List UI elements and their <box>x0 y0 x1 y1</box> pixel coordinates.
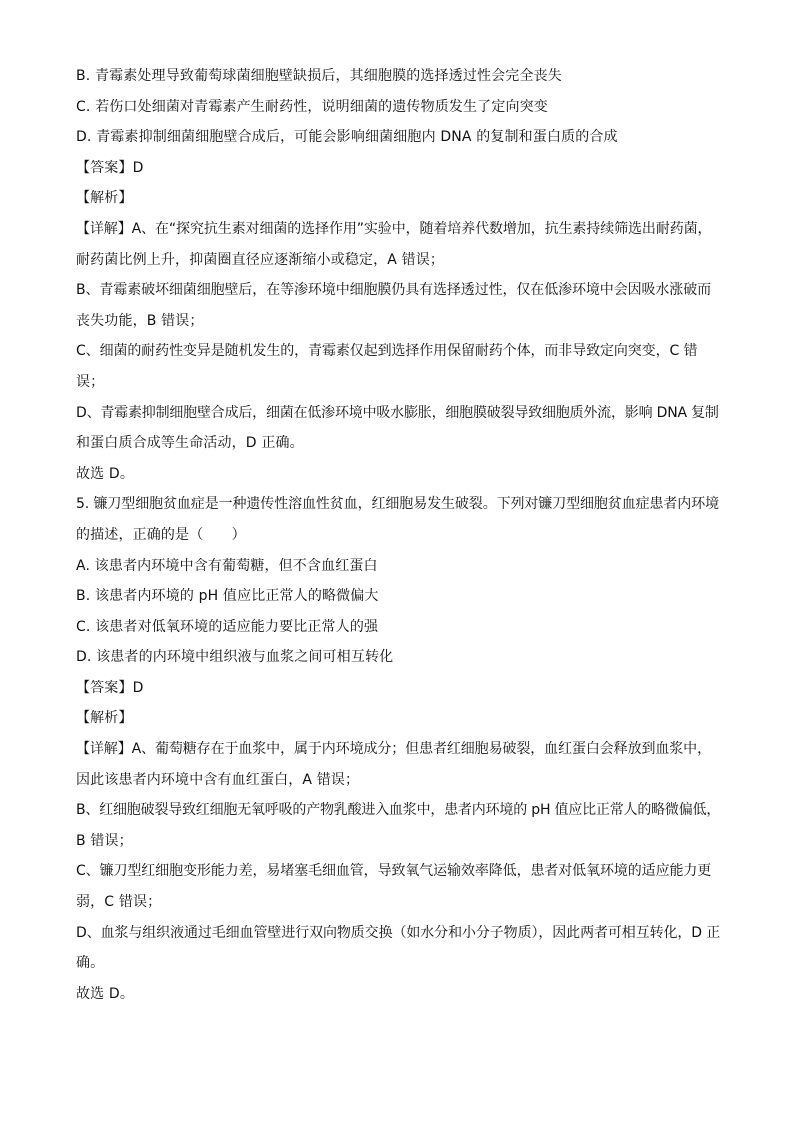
explanation-text: A、葡萄糖存在于血浆中，属于内环境成分；但患者红细胞易破裂，血红蛋白会释放到血浆中， <box>131 741 711 758</box>
q4-explanation-line <box>76 214 722 245</box>
q5-option-c: C. 该患者对低氧环境的适应能力要比正常人的强 <box>76 618 379 635</box>
answer-label: 【答案】 <box>76 159 133 176</box>
q4-option-b: B. 青霉素处理导致葡萄球菌细胞壁缺损后，其细胞膜的选择透过性会完全丧失 <box>76 68 562 84</box>
detail-label: 【详解】 <box>76 220 132 237</box>
q4-explanation-line: 耐药菌比例上升，抑菌圈直径应逐渐缩小或稳定，A 错误； <box>76 251 445 268</box>
answer-value: D <box>132 159 144 176</box>
q5-explanation-line: D、血浆与组织液通过毛细血管壁进行双向物质交换（如水分和小分子物质），因此两者可相互转化，D 正 <box>76 924 721 941</box>
q5-option-a: A. 该患者内环境中含有葡萄糖，但不含血红蛋白 <box>76 557 378 574</box>
q5-explanation-line: 因此该患者内环境中含有血红蛋白，A 错误； <box>76 771 360 788</box>
q5-explanation-line: B、红细胞破裂导致红细胞无氧呼吸的产物乳酸进入血浆中，患者内环境的 pH 值应比正常人的略微偏低， <box>76 802 721 819</box>
q4-explanation-line: 和蛋白质合成等生命活动，D 正确。 <box>76 435 304 452</box>
q5-explanation-line: 弱，C 错误； <box>76 894 162 911</box>
answer-value: D <box>132 679 144 696</box>
q4-explanation-line: B、青霉素破坏细菌细胞壁后，在等渗环境中细胞膜仍具有选择透过性，仅在低渗环境中会因吸水涨破而 <box>76 282 712 299</box>
q4-explanation-line: 丧失功能，B 错误； <box>76 312 204 329</box>
q5-explanation-line: B 错误； <box>76 832 133 849</box>
detail-label: 【详解】 <box>76 741 132 758</box>
q5-option-b: B. 该患者内环境的 pH 值应比正常人的略微偏大 <box>76 588 379 605</box>
q4-option-c: C. 若伤口处细菌对青霉素产生耐药性，说明细菌的遗传物质发生了定向突变 <box>76 98 548 115</box>
q4-explanation-line: 误； <box>76 373 105 390</box>
q5-stem-line: 5. 镰刀型细胞贫血症是一种遗传性溶血性贫血，红细胞易发生破裂。下列对镰刀型细胞贫血症患者内环境 <box>76 496 720 513</box>
q5-explanation-line: 确。 <box>76 955 105 972</box>
q4-answer <box>76 153 722 184</box>
q4-explanation-line: C、细菌的耐药性变异是随机发生的，青霉素仅起到选择作用保留耐药个体，而非导致定向突变，C 错 <box>76 343 698 360</box>
q5-stem-line: 的描述，正确的是（ ） <box>76 526 246 543</box>
q5-answer <box>76 673 722 704</box>
q5-conclusion: 故选 D。 <box>76 985 134 1002</box>
q4-explanation-line: D、青霉素抑制细胞壁合成后，细菌在低渗环境中吸水膨胀，细胞膜破裂导致细胞质外流，影响 DNA 复制 <box>76 404 719 421</box>
document-page <box>76 61 722 1009</box>
q5-analysis-label: 【解析】 <box>76 710 133 727</box>
explanation-text: A、在“探究抗生素对细菌的选择作用”实验中，随着培养代数增加，抗生素持续筛选出耐药菌， <box>131 220 712 237</box>
q4-option-d: D. 青霉素抑制细菌细胞壁合成后，可能会影响细菌细胞内 DNA 的复制和蛋白质的合成 <box>76 129 618 146</box>
q5-explanation-line: C、镰刀型红细胞变形能力差，易堵塞毛细血管，导致氧气运输效率降低，患者对低氧环境的适应能力更 <box>76 863 712 880</box>
q5-explanation-line <box>76 734 722 765</box>
q5-option-d: D. 该患者的内环境中组织液与血浆之间可相互转化 <box>76 649 394 666</box>
q4-conclusion: 故选 D。 <box>76 465 134 482</box>
answer-label: 【答案】 <box>76 679 133 696</box>
q4-analysis-label: 【解析】 <box>76 190 133 207</box>
